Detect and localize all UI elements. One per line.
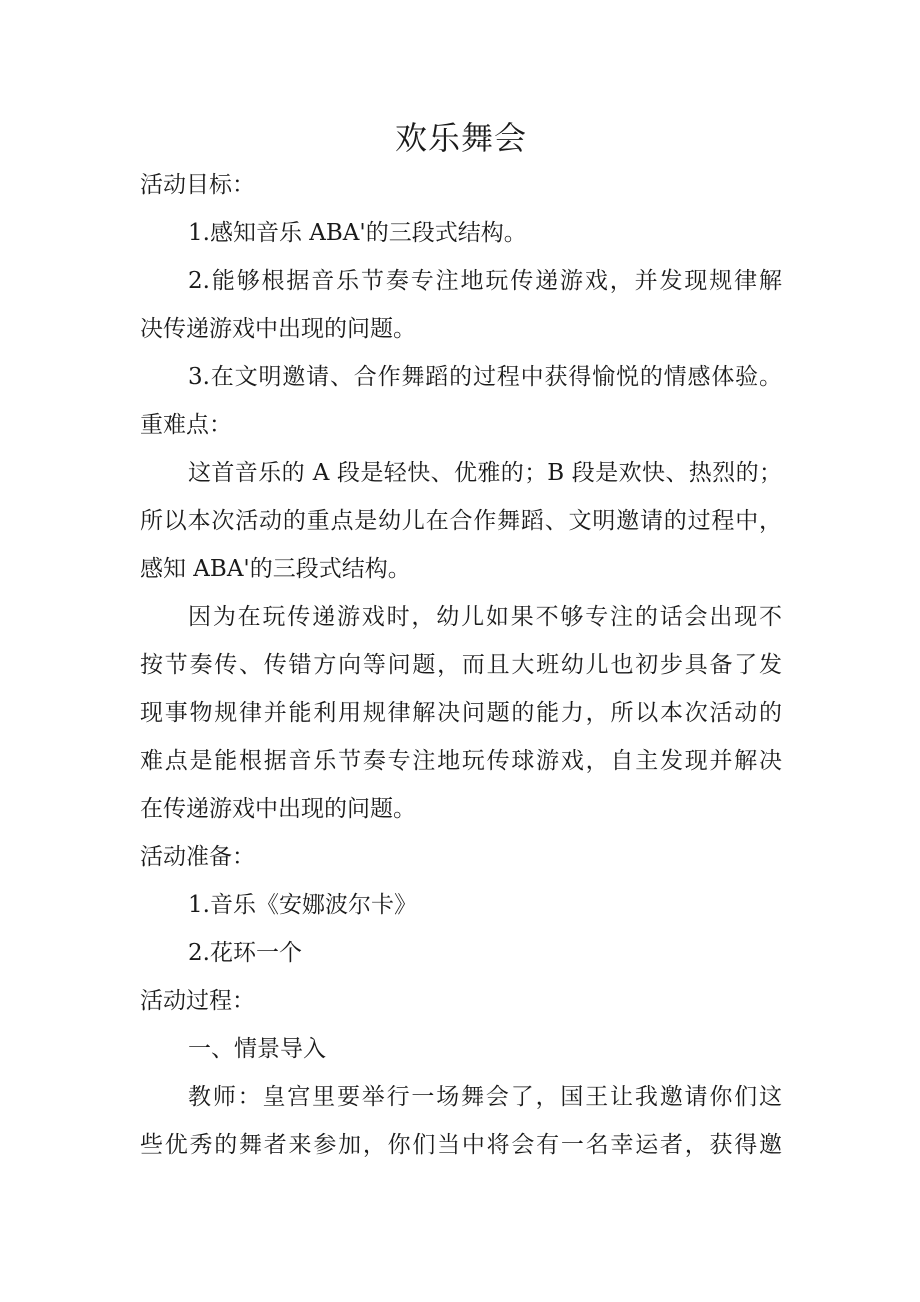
goal-item-2-line-1: 2.能够根据音乐节奏专注地玩传递游戏，并发现规律解 — [188, 268, 782, 294]
goal-item-1: 1.感知音乐 ABA'的三段式结构。 — [188, 220, 527, 246]
key-points-para2-line-4: 难点是能根据音乐节奏专注地玩传球游戏，自主发现并解决 — [140, 748, 782, 774]
key-points-para1-line-3: 感知 ABA'的三段式结构。 — [140, 556, 411, 582]
teacher-para-line-2: 些优秀的舞者来参加，你们当中将会有一名幸运者，获得邀 — [140, 1132, 782, 1158]
section-heading-key-points: 重难点： — [140, 412, 232, 438]
teacher-para-line-1: 教师：皇宫里要举行一场舞会了，国王让我邀请你们这 — [188, 1084, 782, 1110]
section-heading-process: 活动过程： — [140, 988, 255, 1014]
key-points-para2-line-3: 现事物规律并能利用规律解决问题的能力，所以本次活动的 — [140, 700, 782, 726]
key-points-para2-line-1: 因为在玩传递游戏时，幼儿如果不够专注的话会出现不 — [188, 604, 782, 630]
goal-item-3: 3.在文明邀请、合作舞蹈的过程中获得愉悦的情感体验。 — [188, 364, 782, 390]
key-points-para2-line-5: 在传递游戏中出现的问题。 — [140, 796, 416, 822]
section-heading-goals: 活动目标： — [140, 172, 255, 198]
process-step-1: 一、情景导入 — [188, 1036, 326, 1062]
document-title: 欢乐舞会 — [394, 119, 527, 157]
key-points-para1-line-2: 所以本次活动的重点是幼儿在合作舞蹈、文明邀请的过程中， — [140, 508, 782, 534]
prep-item-1: 1.音乐《安娜波尔卡》 — [188, 892, 417, 918]
section-heading-prep: 活动准备： — [140, 844, 255, 870]
document-body — [140, 161, 782, 1169]
key-points-para2-line-2: 按节奏传、传错方向等问题，而且大班幼儿也初步具备了发 — [140, 652, 782, 678]
key-points-para1-line-1: 这首音乐的 A 段是轻快、优雅的；B 段是欢快、热烈的； — [188, 460, 782, 486]
goal-item-2-line-2: 决传递游戏中出现的问题。 — [140, 316, 416, 342]
prep-item-2: 2.花环一个 — [188, 940, 302, 966]
